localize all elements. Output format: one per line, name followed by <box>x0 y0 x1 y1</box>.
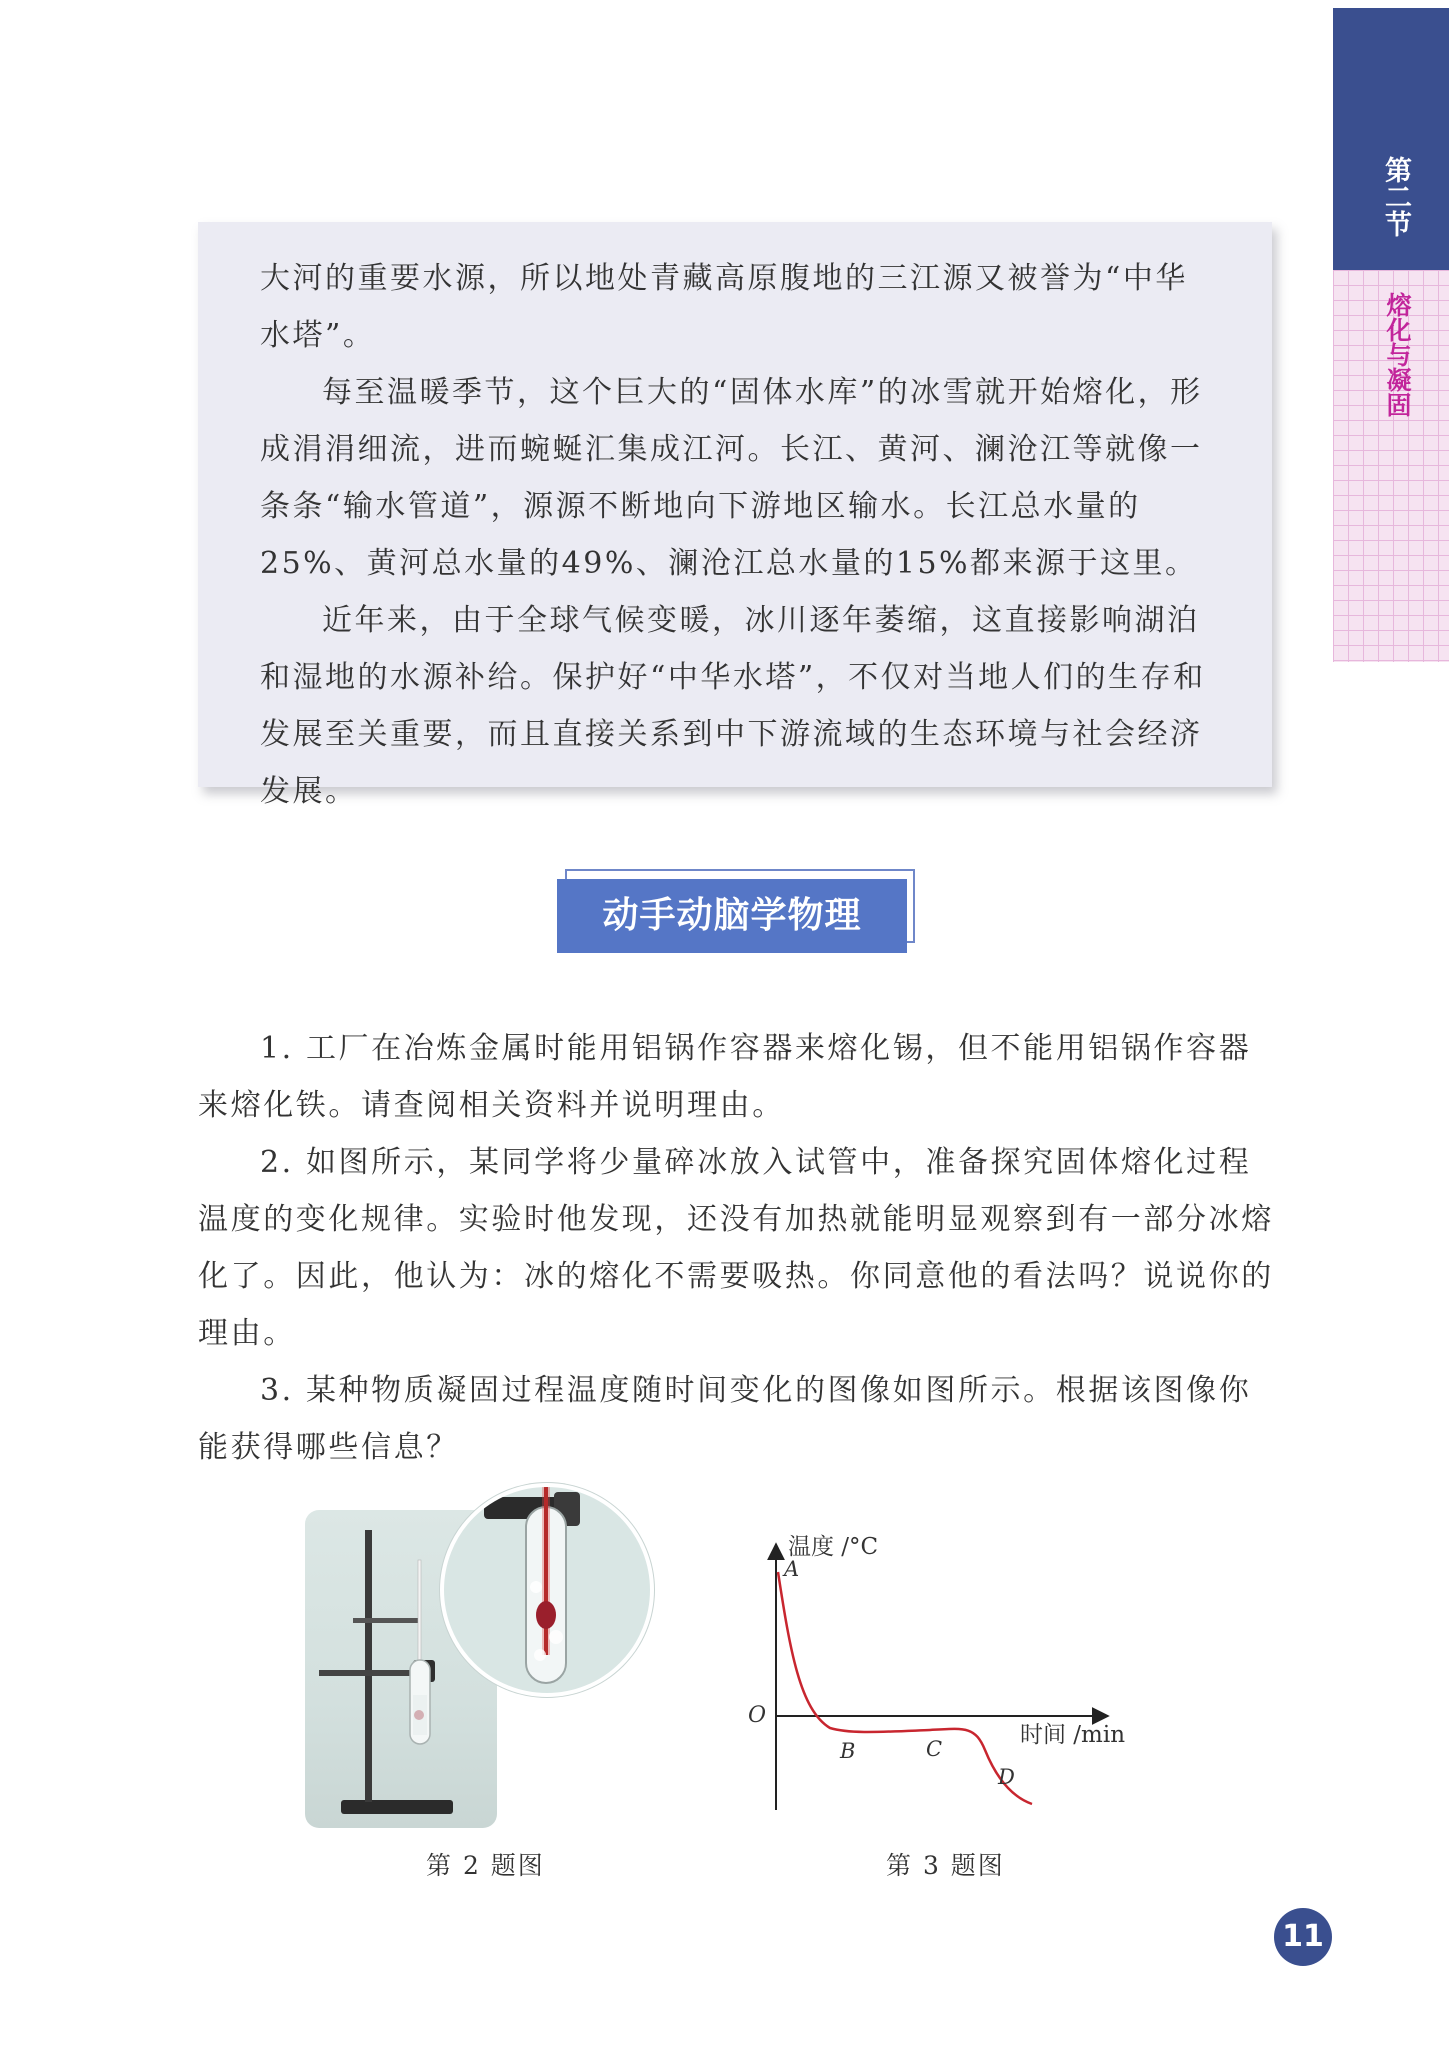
section-title-label: 熔化与凝固 <box>1383 292 1412 417</box>
point-d-label: D <box>998 1765 1015 1789</box>
origin-label: O <box>748 1703 767 1728</box>
y-axis-label: 温度 /°C <box>788 1534 879 1560</box>
test-tube-zoom-circle <box>440 1483 654 1697</box>
exercise-3: 3. 某种物质凝固过程温度随时间变化的图像如图所示。根据该图像你能获得哪些信息？ <box>198 1373 1252 1465</box>
chapter-side-tab <box>1333 8 1449 270</box>
section-number-label: 第二节 <box>1380 156 1411 237</box>
reading-paragraph-2: 每至温暖季节，这个巨大的“固体水库”的冰雪就开始熔化，形成涓涓细流，进而蜿蜒汇集成江河。长江、黄河、澜沧江等就像一条条“输水管道”，源源不断地向下游地区输水。长江总水量的25%、黄河总水量的49%、澜沧江总水量的15%都来源于这里。 <box>260 375 1203 581</box>
point-a-label: A <box>784 1557 800 1581</box>
reading-box <box>198 222 1272 809</box>
point-c-label: C <box>926 1737 943 1761</box>
section-heading: 动手动脑学物理 <box>557 879 907 953</box>
figure-2-caption: 第 2 题图 <box>426 1851 545 1880</box>
section-title-tab <box>1333 270 1449 662</box>
section-heading-box <box>557 869 915 953</box>
page-number: 11 <box>1274 1908 1332 1966</box>
figure-3-caption: 第 3 题图 <box>886 1851 1005 1880</box>
solidification-graph <box>730 1520 1150 1820</box>
reading-paragraph-3: 近年来，由于全球气候变暖，冰川逐年萎缩，这直接影响湖泊和湿地的水源补给。保护好“中华水塔”，不仅对当地人们的生存和发展至关重要，而且直接关系到中下游流域的生态环境与社会经济发展。 <box>260 603 1206 809</box>
x-axis-label: 时间 /min <box>1020 1722 1126 1748</box>
reading-paragraph-1: 大河的重要水源，所以地处青藏高原腹地的三江源又被誉为“中华水塔”。 <box>260 261 1188 353</box>
point-b-label: B <box>840 1739 856 1763</box>
exercise-2: 2. 如图所示，某同学将少量碎冰放入试管中，准备探究固体熔化过程温度的变化规律。实验时他发现，还没有加热就能明显观察到有一部分冰熔化了。因此，他认为：冰的熔化不需要吸热。你同意他的看法吗？说说你的理由。 <box>198 1145 1274 1351</box>
exercise-1: 1. 工厂在冶炼金属时能用铝锅作容器来熔化锡，但不能用铝锅作容器来熔化铁。请查阅相关资料并说明理由。 <box>198 1031 1252 1123</box>
temperature-curve <box>778 1572 1032 1804</box>
